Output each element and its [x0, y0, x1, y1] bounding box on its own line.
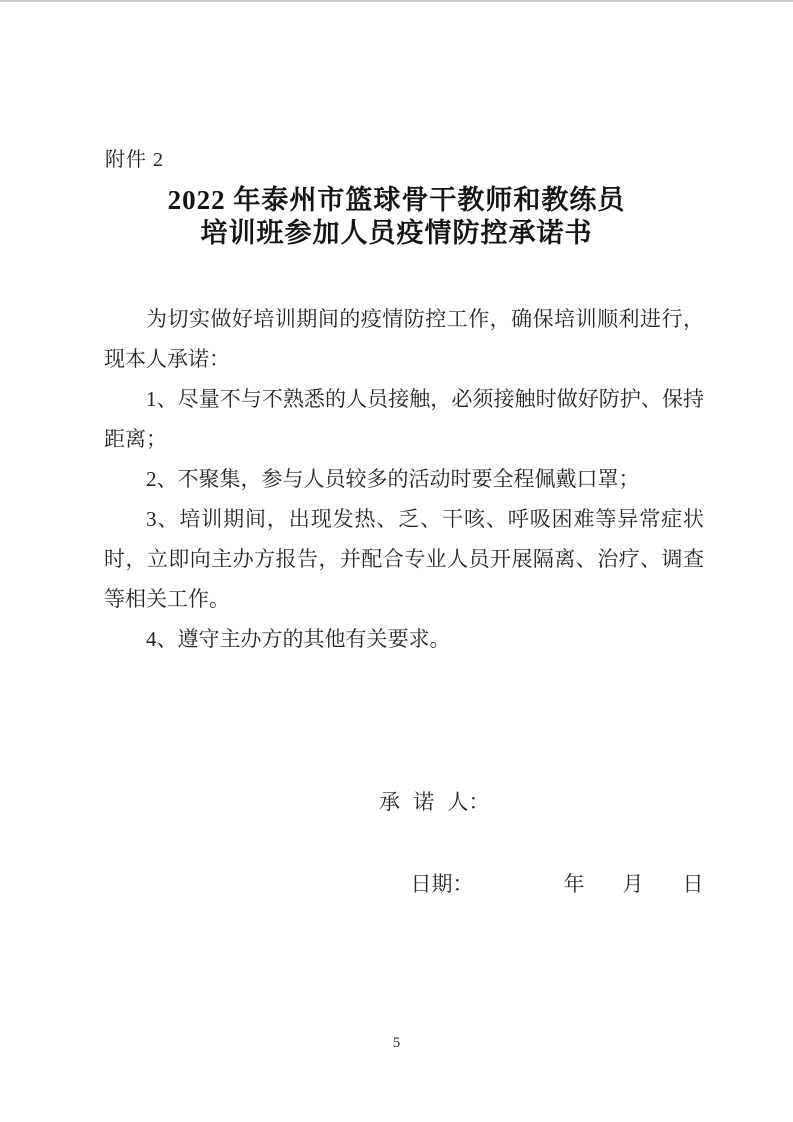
- page-number: 5: [392, 1035, 401, 1051]
- document-title-line-1: 2022 年泰州市篮球骨干教师和教练员: [167, 185, 626, 215]
- promisor-label: 承 诺 人：: [379, 790, 490, 814]
- date-line: [379, 839, 704, 929]
- paragraph-item-1: 1、尽量不与不熟悉的人员接触，必须接触时做好防护、保持距离；: [104, 387, 704, 451]
- scan-edge-line: [0, 0, 793, 2]
- date-label: 日期：: [410, 872, 474, 896]
- document-title-line-2: 培训班参加人员疫情防控承诺书: [200, 218, 593, 248]
- document-title: [0, 184, 793, 250]
- paragraph-intro: 为切实做好培训期间的疫情防控工作，确保培训顺利进行，现本人承诺：: [104, 307, 704, 371]
- paragraph-item-4: 4、遵守主办方的其他有关要求。: [146, 627, 451, 651]
- signature-block: [379, 787, 704, 929]
- paragraph-item-3: 3、培训期间，出现发热、乏、干咳、呼吸困难等异常症状时，立即向主办方报告，并配合专业人员开展隔离、治疗、调查等相关工作。: [104, 507, 704, 611]
- day-label: 日: [682, 872, 704, 896]
- paragraph-item-2: 2、不聚集，参与人员较多的活动时要全程佩戴口罩；: [146, 467, 640, 491]
- document-body: [104, 299, 704, 659]
- month-label: 月: [622, 872, 644, 896]
- attachment-label: 附件 2: [105, 149, 164, 171]
- year-label: 年: [563, 872, 585, 896]
